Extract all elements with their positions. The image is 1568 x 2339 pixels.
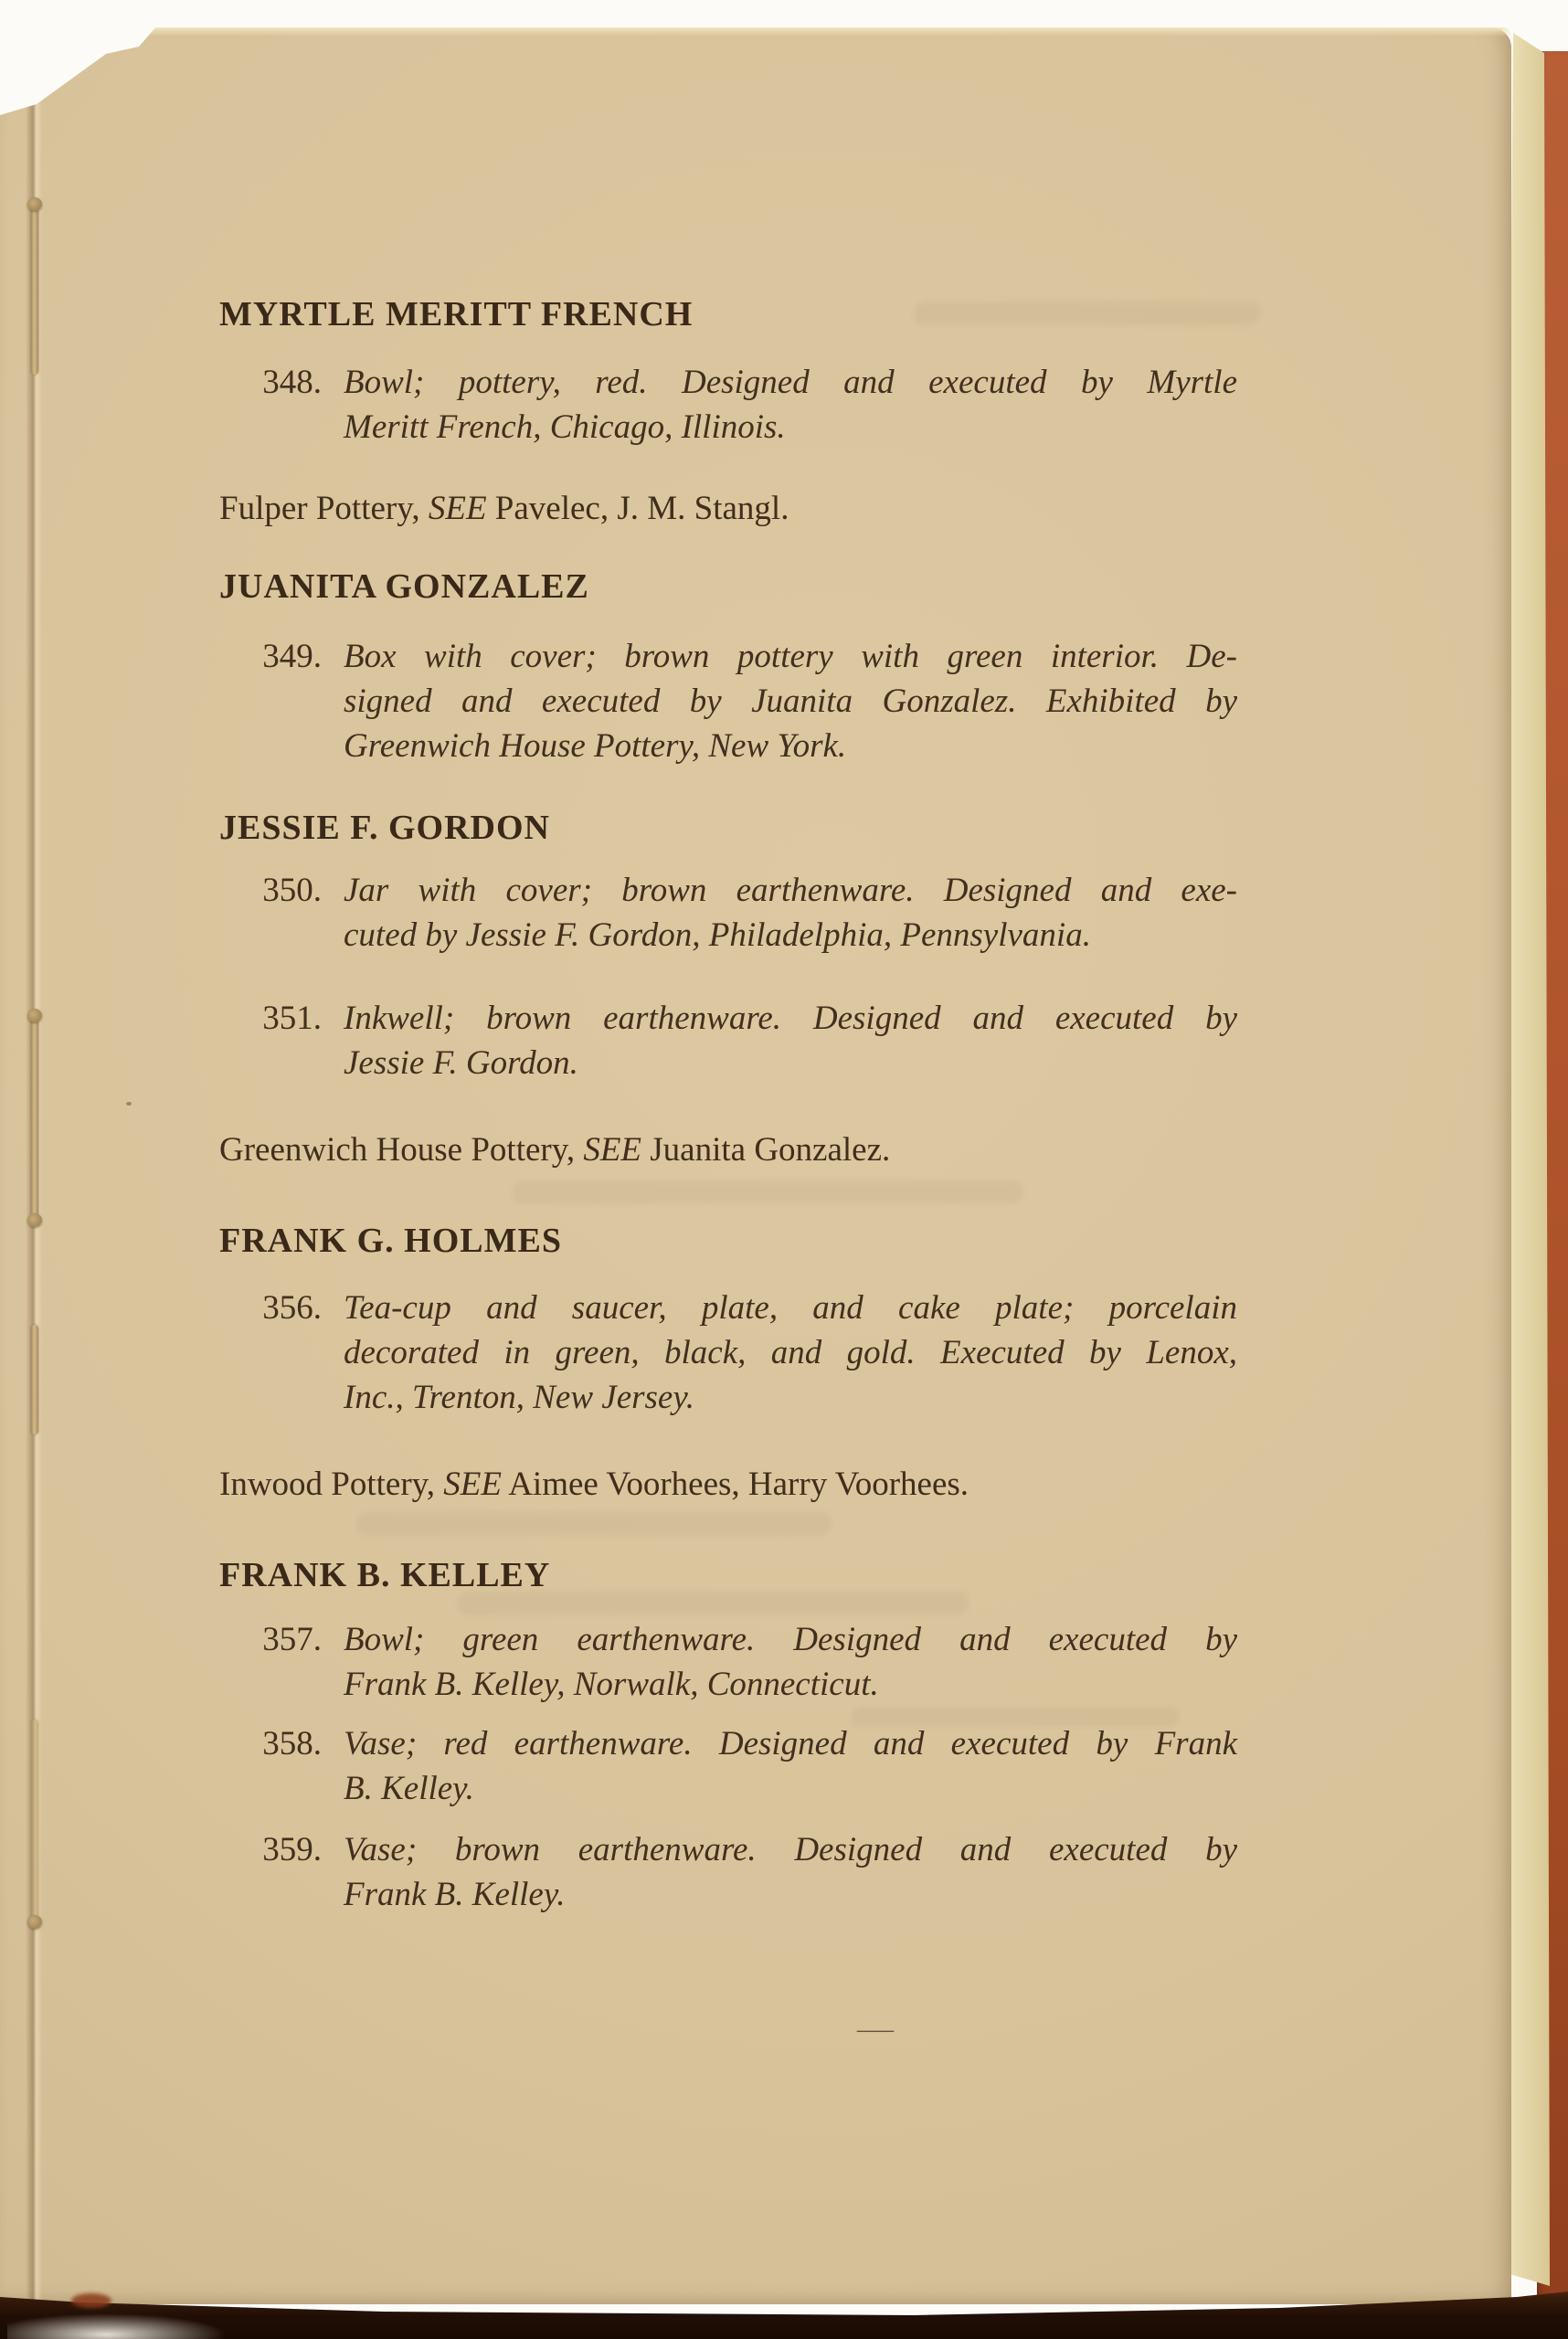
- entry-number: 358.: [262, 1725, 322, 1762]
- entry-line: Greenwich House Pottery, New York.: [344, 727, 847, 765]
- crossref-prefix: Inwood Pottery,: [219, 1466, 444, 1503]
- page-top-edge: [0, 27, 1511, 37]
- binding-thread: [31, 208, 38, 375]
- cross-reference: [219, 1462, 969, 1507]
- entry-text: [344, 634, 1237, 768]
- binding-thread: [31, 1325, 38, 1434]
- catalog-section-heading: FRANK B. KELLEY: [219, 1556, 551, 1594]
- catalog-entry: [219, 1286, 1237, 1420]
- crossref-prefix: Greenwich House Pottery,: [219, 1131, 584, 1169]
- catalog-section-heading: FRANK G. HOLMES: [219, 1222, 562, 1260]
- entry-text: [344, 868, 1237, 958]
- catalog-section-heading: JESSIE F. GORDON: [219, 809, 550, 847]
- ink-showthrough: [511, 1180, 1024, 1204]
- entry-line: Frank B. Kelley, Norwalk, Connecticut.: [344, 1666, 879, 1703]
- entry-text: [344, 1617, 1237, 1707]
- entry-line: Vase; brown earthenware. Designed and executed by: [344, 1831, 1237, 1868]
- ink-showthrough: [355, 1512, 832, 1536]
- entry-number: 349.: [262, 638, 322, 675]
- entry-line: Meritt French, Chicago, Illinois.: [344, 408, 786, 446]
- binding-thread: [31, 1720, 38, 1921]
- entry-line: cuted by Jessie F. Gordon, Philadelphia, Pennsylvania.: [344, 916, 1091, 954]
- entry-line: Bowl; green earthenware. Designed and executed by: [344, 1621, 1237, 1658]
- catalog-entry: [219, 996, 1237, 1085]
- entry-number: 350.: [262, 872, 322, 909]
- entry-line: signed and executed by Juanita Gonzalez. Exhibited by: [344, 683, 1237, 720]
- entry-text: [344, 1721, 1237, 1811]
- catalog-section-heading: JUANITA GONZALEZ: [219, 567, 589, 606]
- entry-text: [344, 360, 1237, 450]
- entry-text: [344, 1827, 1237, 1917]
- crossref-see: SEE: [428, 490, 487, 527]
- scanner-glare: [7, 2313, 227, 2339]
- binding-thread-knot: [27, 1009, 42, 1022]
- entry-line: decorated in green, black, and gold. Executed by Lenox,: [344, 1334, 1237, 1371]
- catalog-entry: [219, 1827, 1237, 1917]
- entry-text: [344, 1286, 1237, 1420]
- entry-line: Inc., Trenton, New Jersey.: [344, 1379, 694, 1416]
- entry-line: Tea-cup and saucer, plate, and cake plate; porcelain: [344, 1289, 1237, 1327]
- ink-speck: [126, 1102, 132, 1106]
- entry-number: 356.: [262, 1289, 322, 1327]
- entry-number: 351.: [262, 1000, 322, 1037]
- catalog-entry: [219, 634, 1237, 768]
- entry-line: Vase; red earthenware. Designed and executed by Frank: [344, 1725, 1237, 1762]
- entry-number: 357.: [262, 1621, 322, 1658]
- entry-line: Inkwell; brown earthenware. Designed and executed by: [344, 1000, 1237, 1037]
- binding-thread-knot: [27, 197, 42, 211]
- crossref-prefix: Fulper Pottery,: [219, 490, 429, 527]
- cover-spot: [71, 2293, 111, 2308]
- catalog-entry: [219, 1721, 1237, 1811]
- cross-reference: [219, 1127, 890, 1172]
- end-mark: —: [857, 2014, 894, 2044]
- entry-line: Jar with cover; brown earthenware. Designed and exe-: [344, 872, 1237, 909]
- entry-line: Frank B. Kelley.: [344, 1876, 566, 1913]
- entry-line: Jessie F. Gordon.: [344, 1044, 578, 1082]
- cross-reference: [219, 486, 789, 531]
- catalog-entry: [219, 868, 1237, 958]
- catalog-entry: [219, 360, 1237, 450]
- entry-number: 348.: [262, 364, 322, 401]
- binding-thread: [31, 1020, 38, 1222]
- crossref-suffix: Aimee Voorhees, Harry Voorhees.: [501, 1466, 969, 1503]
- binding-thread-knot: [27, 1915, 42, 1929]
- page: [0, 27, 1511, 2304]
- crossref-suffix: Juanita Gonzalez.: [641, 1131, 891, 1169]
- entry-number: 359.: [262, 1831, 322, 1868]
- crossref-see: SEE: [583, 1131, 642, 1169]
- ink-showthrough: [913, 302, 1262, 325]
- entry-line: Bowl; pottery, red. Designed and executed by Myrtle: [344, 364, 1237, 401]
- catalog-entry: [219, 1617, 1237, 1707]
- crossref-suffix: Pavelec, J. M. Stangl.: [486, 490, 789, 527]
- binding-thread-knot: [27, 1213, 42, 1227]
- entry-line: Box with cover; brown pottery with green interior. De-: [344, 638, 1237, 675]
- entry-text: [344, 996, 1237, 1085]
- entry-line: B. Kelley.: [344, 1770, 474, 1807]
- crossref-see: SEE: [443, 1466, 502, 1503]
- catalog-section-heading: MYRTLE MERITT FRENCH: [219, 295, 694, 333]
